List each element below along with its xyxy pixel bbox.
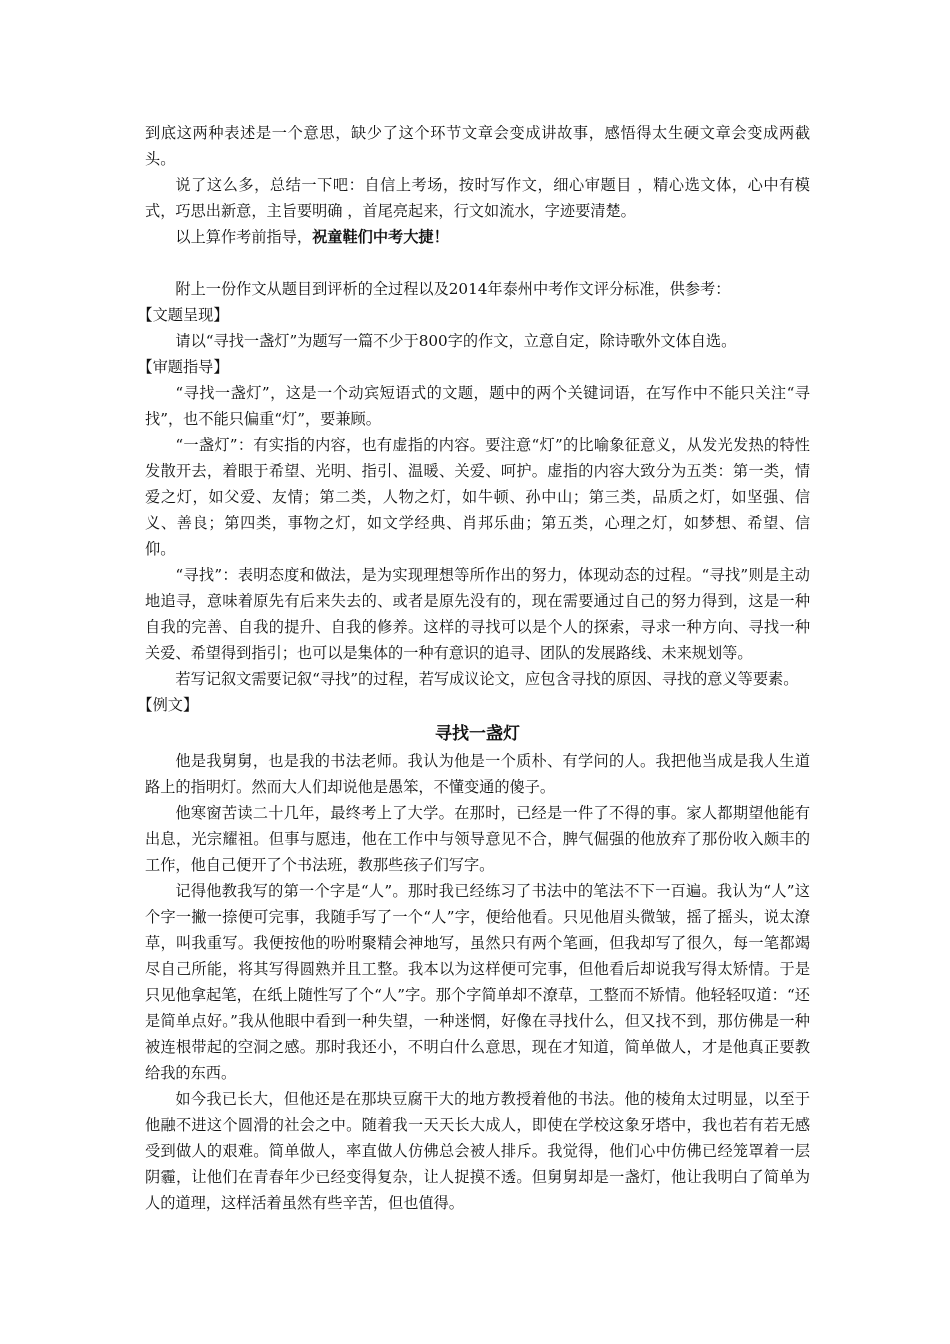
appendix-note: 附上一份作文从题目到评析的全过程以及2014年泰州中考作文评分标准，供参考： [175,280,731,298]
guide-paragraph-1: “寻找一盏灯”，这是一个动宾短语式的文题，题中的两个关键词语，在写作中不能只关注“寻找”，也不能只偏重“灯”，要兼顾。 [145,384,810,428]
topic-text: 请以“寻找一盏灯”为题写一篇不少于800字的作文，立意自定，除诗歌外文体自选。 [175,332,737,350]
heading-example: 【例文】 [137,696,199,714]
guide-paragraph-3: “寻找”：表明态度和做法，是为实现理想等所作出的努力，体现动态的过程。“寻找”则是主动地追寻，意味着原先有后来失去的、或者是原先没有的，现在需要通过自己的努力得到，这是一种自我的完善、自我的提升、自我的修养。这样的寻找可以是个人的探索，寻求一种方向、寻找一种关爱、希望得到指引；也可以是集体的一种有意识的追寻、团队的发展路线、未来规划等。 [145,566,810,662]
intro-closing-text: 以上算作考前指导， [175,228,313,246]
blank-line [145,250,810,276]
essay-paragraph-4: 如今我已长大，但他还是在那块豆腐干大的地方教授着他的书法。他的棱角太过明显，以至于他融不进这个圆滑的社会之中。随着我一天天长大成人，即使在学校这象牙塔中，我也若有若无感受到做人的艰难。简单做人，率直做人仿佛总会被人排斥。我觉得，他们心中仿佛已经笼罩着一层阴霾，让他们在青春年少已经变得复杂，让人捉摸不透。但舅舅却是一盏灯，他让我明白了简单为人的道理，这样活着虽然有些辛苦，但也值得。 [145,1090,810,1212]
document-page [137,120,810,1216]
heading-guide: 【审题指导】 [137,358,229,376]
essay-paragraph-1: 他是我舅舅，也是我的书法老师。我认为他是一个质朴、有学问的人。我把他当成是我人生道路上的指明灯。然而大人们却说他是愚笨，不懂变通的傻子。 [145,752,810,796]
guide-paragraph-4: 若写记叙文需要记叙“寻找”的过程，若写成议论文，应包含寻找的原因、寻找的意义等要素。 [175,670,799,688]
essay-paragraph-3: 记得他教我写的第一个字是“人”。那时我已经练习了书法中的笔法不下一百遍。我认为“人”这个字一撇一捺便可完事，我随手写了一个“人”字，便给他看。只见他眉头微皱，摇了摇头，说太潦草，叫我重写。我便按他的吩咐聚精会神地写，虽然只有两个笔画，但我却写了很久，每一笔都竭尽自己所能，将其写得圆熟并且工整。我本以为这样便可完事，但他看后却说我写得太矫情。于是只见他拿起笔，在纸上随性写了个“人”字。那个字简单却不潦草，工整而不矫情。他轻轻叹道：“还是简单点好。”我从他眼中看到一种失望，一种迷惘，好像在寻找什么，但又找不到，那仿佛是一种被连根带起的空洞之感。那时我还小，不明白什么意思，现在才知道，简单做人，才是他真正要教给我的东西。 [145,882,810,1082]
intro-closing-wish: 祝童鞋们中考大捷！ [312,228,449,246]
guide-paragraph-2: “一盏灯”：有实指的内容，也有虚指的内容。要注意“灯”的比喻象征意义，从发光发热的特性发散开去，着眼于希望、光明、指引、温暖、关爱、呵护。虚指的内容大致分为五类：第一类，情爱之灯，如父爱、友情；第二类，人物之灯，如牛顿、孙中山；第三类，品质之灯，如坚强、信义、善良；第四类，事物之灯，如文学经典、肖邦乐曲；第五类，心理之灯，如梦想、希望、信仰。 [145,436,810,558]
intro-paragraph-3 [145,224,810,250]
intro-paragraph-1: 到底这两种表述是一个意思，缺少了这个环节文章会变成讲故事，感悟得太生硬文章会变成两截头。 [145,124,810,168]
essay-paragraph-2: 他寒窗苦读二十几年，最终考上了大学。在那时，已经是一件了不得的事。家人都期望他能有出息，光宗耀祖。但事与愿违，他在工作中与领导意见不合，脾气倔强的他放弃了那份收入颇丰的工作，他自己便开了个书法班，教那些孩子们写字。 [145,804,810,874]
heading-topic: 【文题呈现】 [137,306,229,324]
intro-paragraph-2: 说了这么多，总结一下吧：自信上考场，按时写作文，细心审题目 ，精心选文体，心中有模式，巧思出新意，主旨要明确 ，首尾亮起来，行文如流水，字迹要清楚。 [145,176,810,220]
essay-title: 寻找一盏灯 [435,724,520,744]
